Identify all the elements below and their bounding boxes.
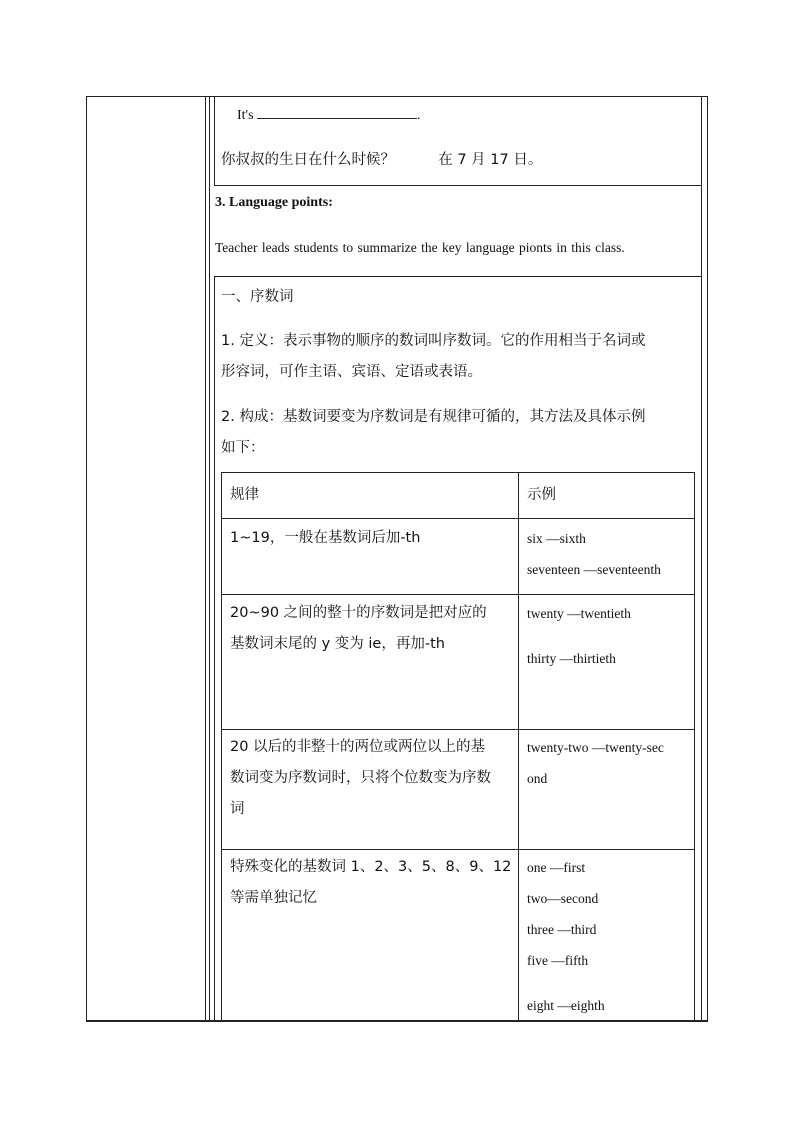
section-heading: 3. Language points:: [215, 195, 333, 210]
example-cell: twenty-two —twenty-sec ond: [519, 730, 695, 850]
answer-text: 在 7 月 17 日。: [438, 152, 543, 168]
example-cell: one —first two—second three —third five —fifth eight —eighth: [519, 850, 695, 1022]
rule-cell: 20~90 之间的整十的序数词是把对应的 基数词末尾的 y 变为 ie，再加-th: [222, 595, 519, 730]
rule-cell: 特殊变化的基数词 1、2、3、5、8、9、12 等需单独记忆: [222, 850, 519, 1022]
column-divider-left-double: [209, 96, 210, 1022]
answer-blank: [257, 106, 417, 119]
formation-line-1: 2. 构成：基数词要变为序数词是有规律可循的，其方法及具体示例: [221, 409, 646, 425]
example-cell: twenty —twentieth thirty —thirtieth: [519, 595, 695, 730]
its-suffix: .: [417, 108, 421, 123]
example-cell: six —sixth seventeen —seventeenth: [519, 519, 695, 595]
header-example: 示例: [519, 473, 695, 519]
table-row: [222, 850, 695, 1022]
question-text: 你叔叔的生日在什么时候？: [221, 152, 395, 168]
rule-cell: 20 以后的非整十的两位或两位以上的基 数词变为序数词时，只将个位数变为序数 词: [222, 730, 519, 850]
table-row: [222, 730, 695, 850]
its-line: [237, 106, 421, 124]
definition-line-2: 形容词，可作主语、宾语、定语或表语。: [221, 364, 482, 380]
its-prefix: It's: [237, 108, 254, 123]
lesson-title: 一、序数词: [221, 289, 294, 305]
section-intro: Teacher leads students to summarize the key language pionts in this class.: [215, 240, 625, 255]
ordinal-rules-table: [221, 472, 695, 1022]
formation-line-2: 如下：: [221, 440, 265, 456]
rule-cell: 1~19，一般在基数词后加-th: [222, 519, 519, 595]
definition-line-1: 1. 定义：表示事物的顺序的数词叫序数词。它的作用相当于名词或: [221, 333, 646, 349]
table-row: [222, 519, 695, 595]
header-rule: 规律: [222, 473, 519, 519]
column-divider-left: [205, 96, 206, 1022]
table-header-row: [222, 473, 695, 519]
table-row: [222, 595, 695, 730]
question-line: [221, 148, 542, 169]
